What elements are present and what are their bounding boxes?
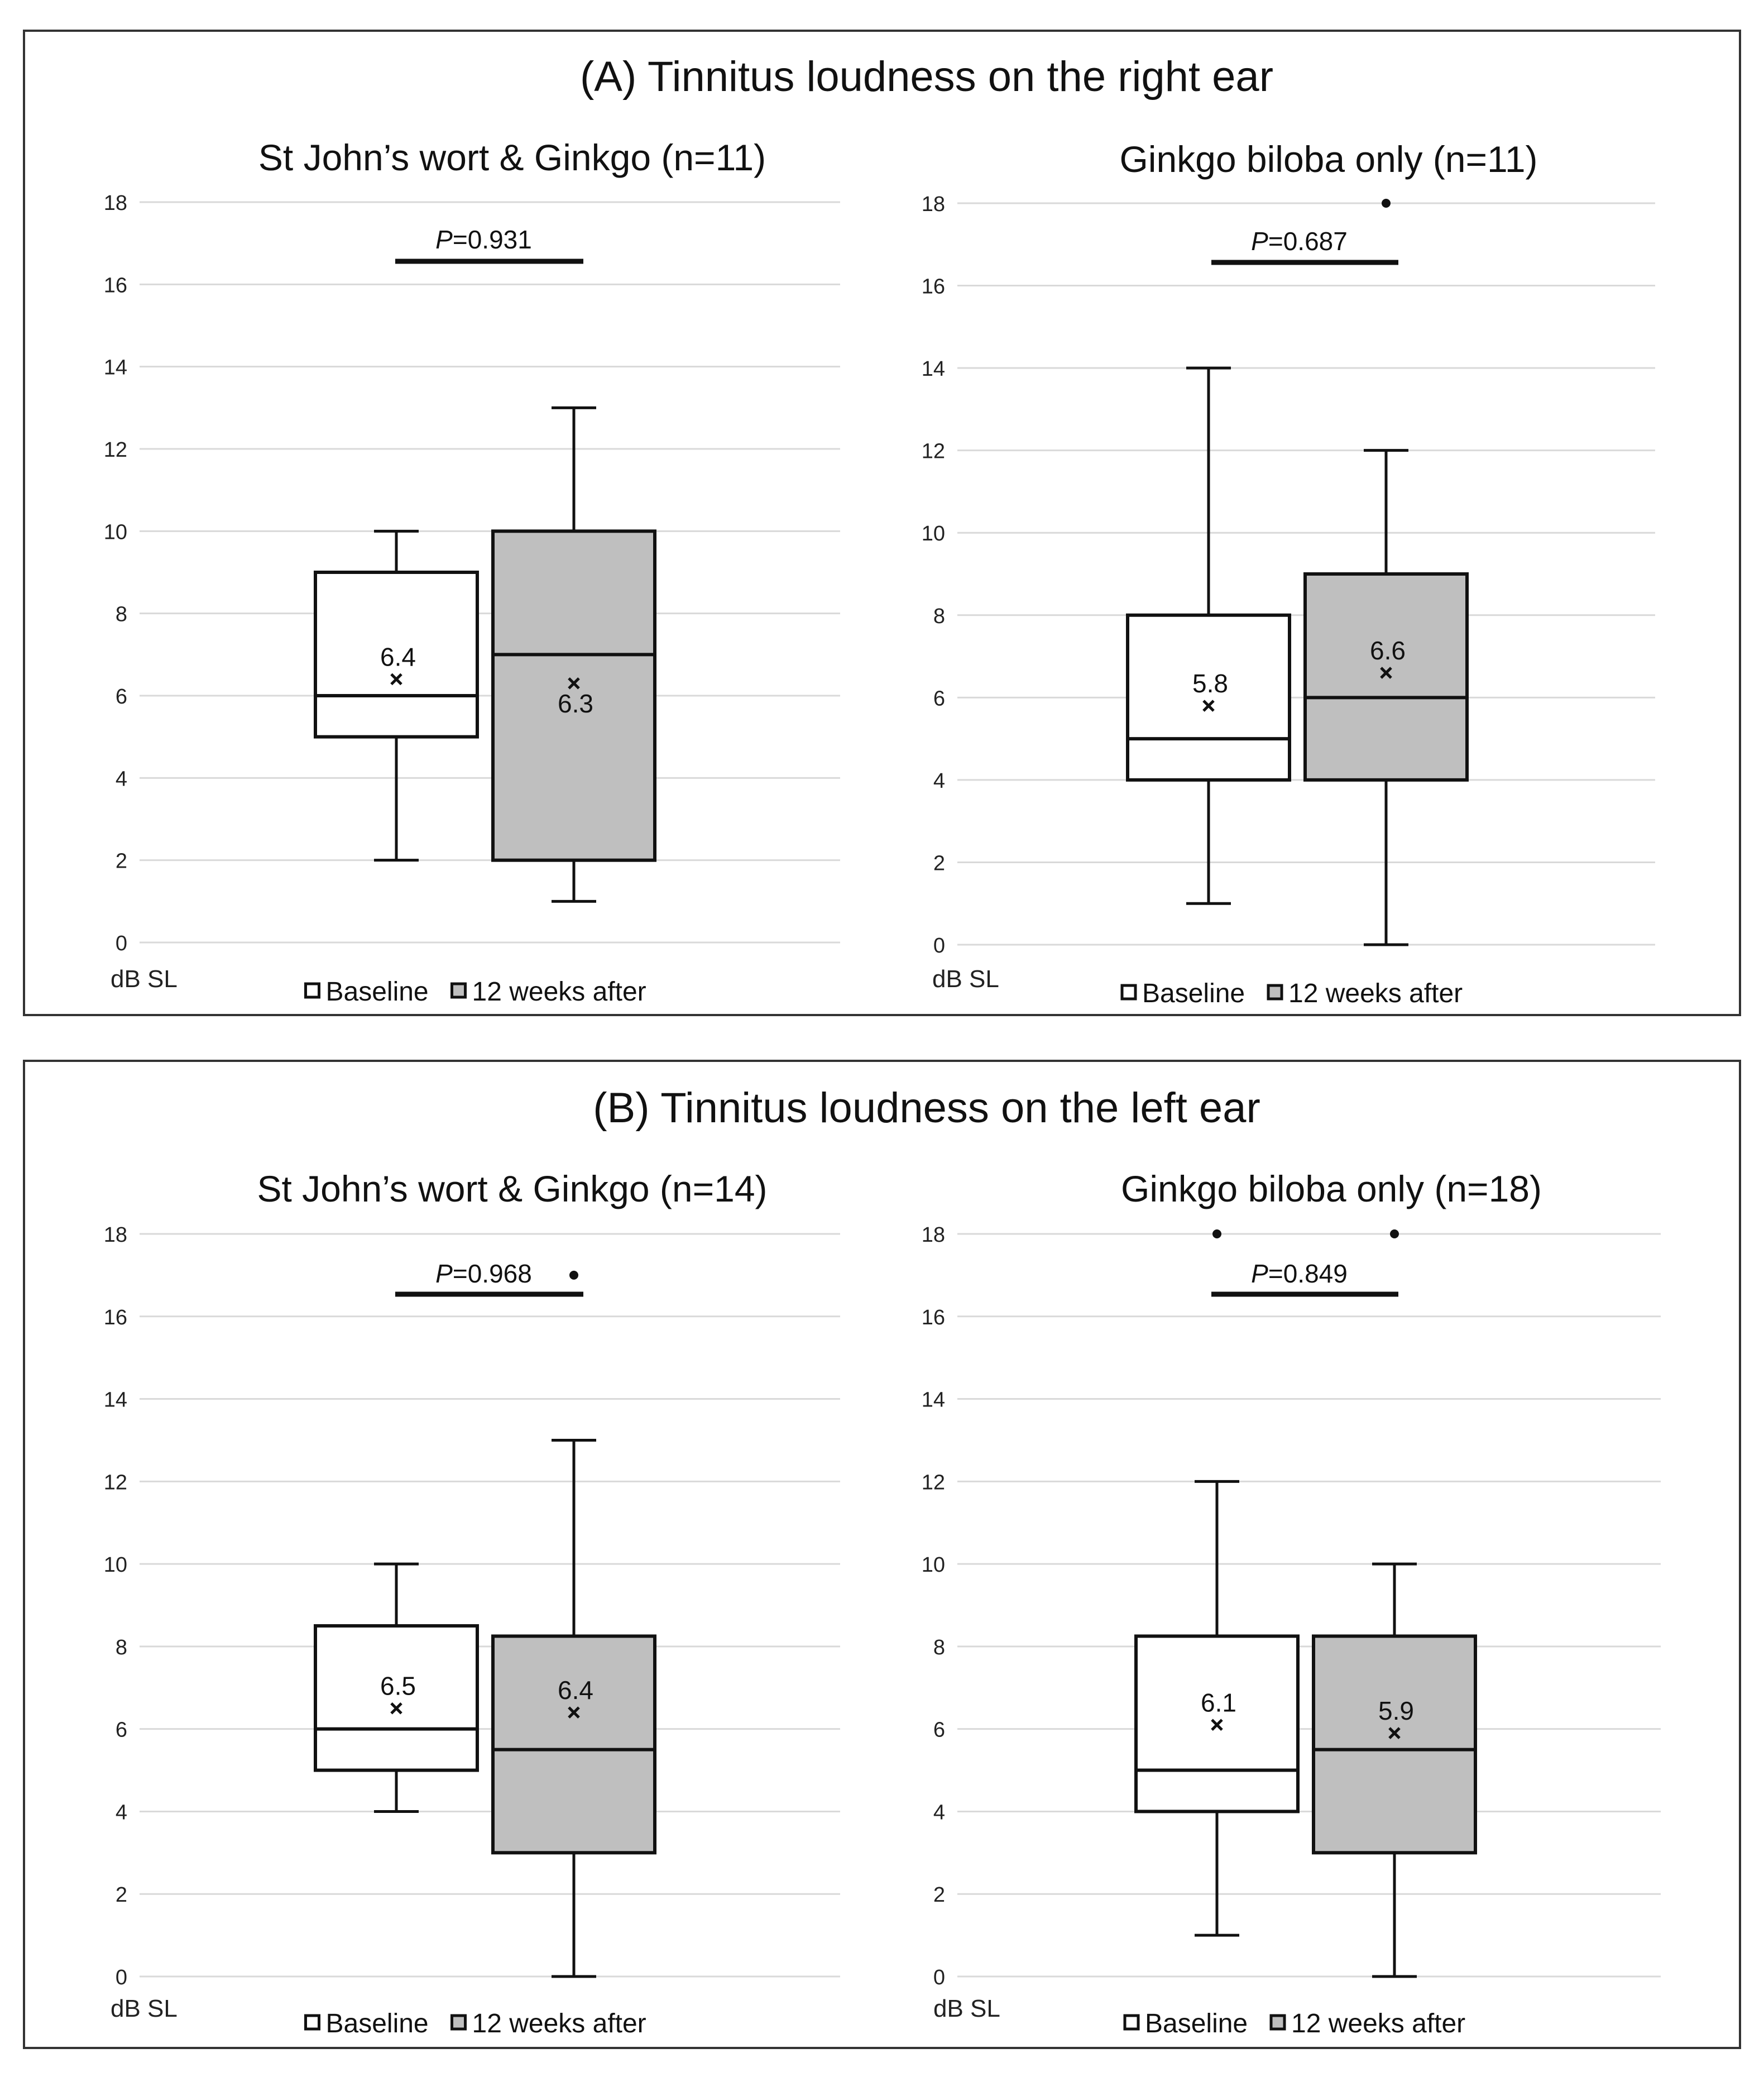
legend-swatch-baseline (306, 984, 319, 997)
y-tick-label: 0 (933, 934, 945, 958)
box-12-weeks-after (493, 408, 655, 901)
legend-swatch-12-weeks-after (1268, 985, 1282, 999)
y-tick-label: 14 (103, 356, 127, 380)
box-baseline (315, 1564, 477, 1811)
y-axis-label: dB SL (111, 1995, 178, 2022)
outlier-point (569, 1271, 578, 1280)
y-tick-label: 12 (921, 1471, 945, 1495)
legend-label-baseline: Baseline (325, 2009, 429, 2038)
y-tick-label: 2 (933, 851, 945, 875)
mean-label: 6.4 (380, 642, 416, 672)
p-value-label (435, 225, 532, 254)
y-tick-label: 16 (921, 275, 945, 299)
p-value-label (1251, 227, 1348, 256)
panel-a-title: (A) Tinnitus loudness on the right ear (579, 53, 1274, 100)
y-tick-label: 2 (933, 1883, 945, 1907)
p-value-prefix: P (1251, 1259, 1268, 1288)
mean-label: 6.3 (558, 688, 593, 718)
p-value-label (1251, 1259, 1348, 1288)
panel-a (24, 31, 1740, 1015)
legend-label-baseline: Baseline (1142, 979, 1245, 1008)
y-tick-label: 18 (921, 1223, 945, 1247)
box-12-weeks-after (1305, 199, 1467, 945)
mean-label: 6.1 (1201, 1688, 1236, 1717)
y-tick-label: 8 (115, 602, 127, 626)
legend (1122, 979, 1463, 1008)
p-value-number: =0.968 (452, 1259, 532, 1288)
y-tick-label: 8 (115, 1635, 127, 1659)
y-axis-label: dB SL (111, 965, 178, 993)
y-tick-label: 10 (103, 520, 127, 544)
chart-b-left (104, 1168, 840, 2038)
outlier-point (1382, 199, 1391, 208)
mean-label: 5.9 (1378, 1696, 1414, 1726)
iqr-box (1314, 1636, 1475, 1853)
legend-label-baseline: Baseline (325, 977, 429, 1007)
y-tick-label: 10 (921, 522, 945, 546)
y-tick-label: 6 (933, 1718, 945, 1742)
chart-title: St John’s wort & Ginkgo (n=11) (258, 137, 766, 178)
y-tick-label: 6 (115, 685, 127, 709)
p-value-prefix: P (435, 1259, 453, 1288)
legend-label-12-weeks-after: 12 weeks after (472, 2009, 646, 2038)
legend-swatch-12-weeks-after (452, 2016, 466, 2029)
mean-label: 6.4 (558, 1676, 593, 1705)
y-tick-label: 16 (103, 1305, 127, 1329)
p-value-prefix: P (435, 225, 453, 254)
y-tick-label: 10 (921, 1553, 945, 1577)
legend-label-baseline: Baseline (1145, 2009, 1248, 2038)
legend (306, 977, 646, 1007)
p-value-number: =0.687 (1268, 227, 1348, 256)
y-tick-label: 4 (933, 769, 945, 793)
p-value-prefix: P (1251, 227, 1268, 256)
y-axis-label: dB SL (933, 1995, 1000, 2022)
box-baseline (1128, 368, 1290, 903)
y-tick-label: 2 (115, 849, 127, 873)
legend-label-12-weeks-after: 12 weeks after (1288, 979, 1463, 1008)
chart-a-left (104, 137, 840, 1007)
box-baseline (315, 531, 477, 860)
chart-title: Ginkgo biloba only (n=18) (1121, 1168, 1542, 1209)
y-tick-label: 8 (933, 1635, 945, 1659)
y-tick-label: 4 (933, 1801, 945, 1825)
legend-swatch-12-weeks-after (452, 984, 466, 997)
y-tick-label: 14 (921, 1388, 945, 1412)
iqr-box (493, 1636, 655, 1853)
legend-swatch-12-weeks-after (1271, 2016, 1284, 2029)
legend-label-12-weeks-after: 12 weeks after (472, 977, 646, 1007)
y-axis-label: dB SL (932, 965, 999, 993)
legend-swatch-baseline (1125, 2016, 1138, 2029)
y-tick-label: 12 (103, 438, 127, 462)
y-tick-label: 12 (103, 1471, 127, 1495)
chart-title: St John’s wort & Ginkgo (n=14) (257, 1168, 768, 1209)
y-tick-label: 16 (103, 274, 127, 298)
y-tick-label: 0 (115, 932, 127, 955)
panel-b (24, 1061, 1740, 2048)
chart-b-right (922, 1168, 1661, 2038)
mean-label: 5.8 (1192, 669, 1228, 698)
y-tick-label: 14 (921, 357, 945, 381)
legend (306, 2009, 646, 2038)
y-tick-label: 8 (933, 604, 945, 628)
y-tick-label: 4 (115, 767, 127, 791)
y-tick-label: 4 (115, 1801, 127, 1825)
legend-label-12-weeks-after: 12 weeks after (1291, 2009, 1466, 2038)
legend (1125, 2009, 1465, 2038)
y-tick-label: 14 (103, 1388, 127, 1412)
y-tick-label: 2 (115, 1883, 127, 1907)
iqr-box (1305, 574, 1467, 780)
p-value-number: =0.849 (1268, 1259, 1348, 1288)
y-tick-label: 18 (103, 192, 127, 215)
outlier-point (1390, 1229, 1399, 1238)
legend-swatch-baseline (1122, 985, 1135, 999)
y-tick-label: 18 (103, 1223, 127, 1247)
p-value-number: =0.931 (452, 225, 532, 254)
outlier-point (1212, 1229, 1221, 1238)
box-12-weeks-after (1314, 1229, 1475, 1976)
y-tick-label: 18 (921, 193, 945, 216)
y-tick-label: 12 (921, 439, 945, 463)
mean-label: 6.5 (380, 1671, 416, 1701)
chart-title: Ginkgo biloba only (n=11) (1119, 138, 1538, 180)
p-value-label (435, 1259, 532, 1288)
box-baseline (1136, 1229, 1298, 1935)
mean-label: 6.6 (1370, 636, 1406, 666)
panel-b-title: (B) Tinnitus loudness on the left ear (593, 1084, 1260, 1132)
y-tick-label: 10 (103, 1553, 127, 1577)
legend-swatch-baseline (306, 2016, 319, 2029)
y-tick-label: 6 (115, 1718, 127, 1742)
y-tick-label: 16 (921, 1305, 945, 1329)
y-tick-label: 0 (115, 1966, 127, 1989)
box-12-weeks-after (493, 1271, 655, 1976)
y-tick-label: 6 (933, 687, 945, 711)
chart-a-right (922, 138, 1655, 1008)
y-tick-label: 0 (933, 1966, 945, 1989)
